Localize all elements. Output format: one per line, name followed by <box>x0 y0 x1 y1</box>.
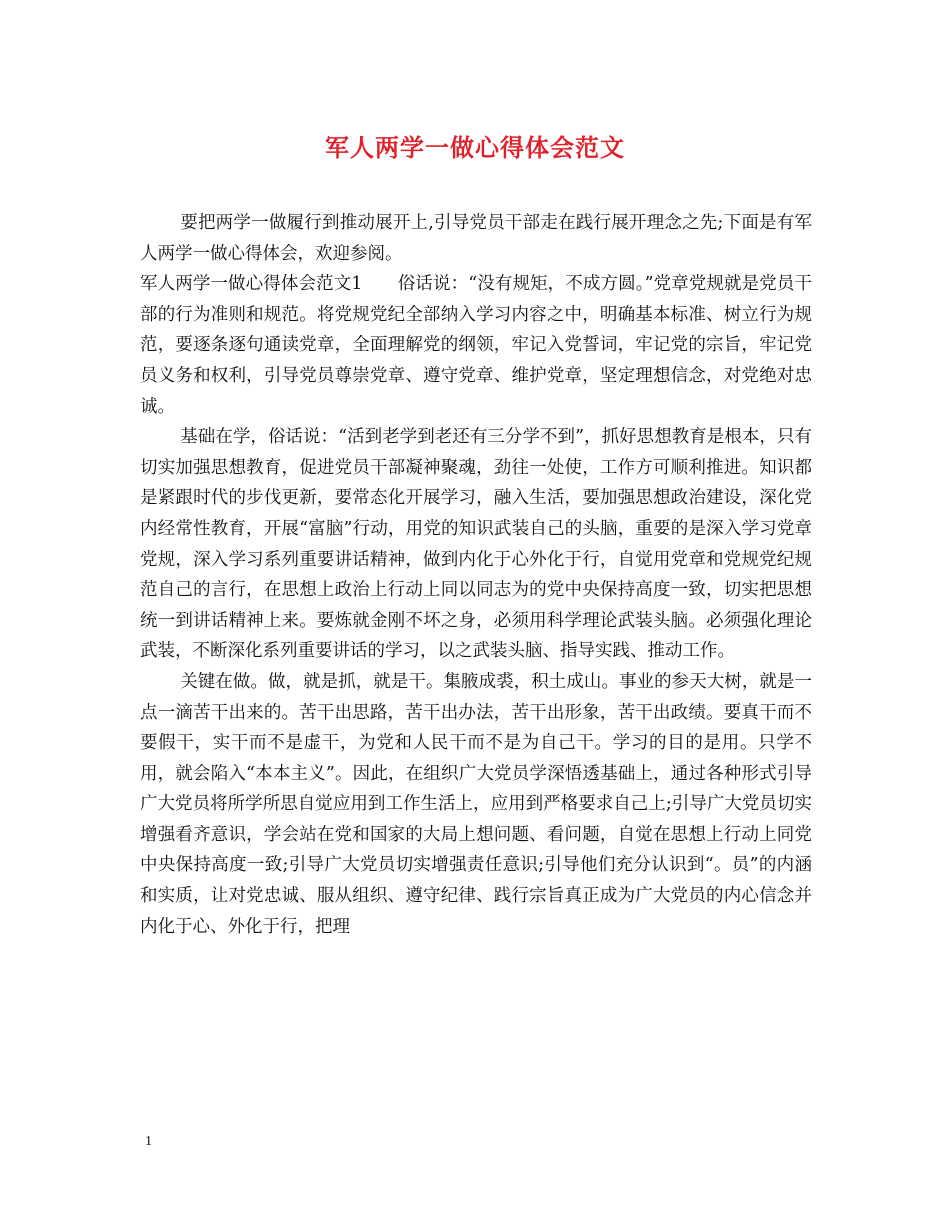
page-number: 1 <box>145 1134 152 1149</box>
paragraph-intro: 要把两学一做履行到推动展开上,引导党员干部走在践行展开理念之先;下面是有军人两学一做心得体会，欢迎参阅。 <box>140 213 812 264</box>
document-title: 军人两学一做心得体会范文 <box>325 133 625 162</box>
document-body <box>140 208 812 942</box>
paragraph-practice: 关键在做。做，就是抓，就是干。集腋成裘，积土成山。事业的参天大树，就是一点一滴苦干出来的。苦干出思路，苦干出办法，苦干出形象，苦干出政绩。要真干而不要假干，实干而不是虚干，为党和人民干而不是为自己干。学习的目的是用。只学不用，就会陷入“本本主义”。因此，在组织广大党员学深悟透基础上，通过各种形式引导广大党员将所学所思自觉应用到工作生活上，应用到严格要求自己上;引导广大党员切实增强看齐意识，学会站在党和国家的大局上想问题、看问题，自觉在思想上行动上同党中央保持高度一致;引导广大党员切实增强责任意识;引导他们充分认识到“。员”的内涵和实质，让对党忠诚、服从组织、遵守纪律、践行宗旨真正成为广大党员的内心信念并内化于心、外化于行，把理 <box>140 671 812 937</box>
paragraph-essay-1: 军人两学一做心得体会范文1 俗话说：“没有规矩，不成方圆。”党章党规就是党员干部的行为准则和规范。将党规党纪全部纳入学习内容之中，明确基本标准、树立行为规范，要逐条逐句通读党章，全面理解党的纲领，牢记入党誓词，牢记党的宗旨，牢记党员义务和权利，引导党员尊崇党章、遵守党章、维护党章，坚定理想信念，对党绝对忠诚。 <box>140 274 812 417</box>
paragraph-study: 基础在学，俗话说：“活到老学到老还有三分学不到”，抓好思想教育是根本，只有切实加强思想教育，促进党员干部凝神聚魂，劲往一处使，工作方可顺利推进。知识都是紧跟时代的步伐更新，要常态化开展学习，融入生活，要加强思想政治建设，深化党内经常性教育，开展“富脑”行动，用党的知识武装自己的头脑，重要的是深入学习党章党规，深入学习系列重要讲话精神，做到内化于心外化于行，自觉用党章和党规党纪规范自己的言行，在思想上政治上行动上同以同志为的党中央保持高度一致，切实把思想统一到讲话精神上来。要炼就金刚不坏之身，必须用科学理论武装头脑。必须强化理论武装，不断深化系列重要讲话的学习，以之武装头脑、指导实践、推动工作。 <box>140 427 812 662</box>
